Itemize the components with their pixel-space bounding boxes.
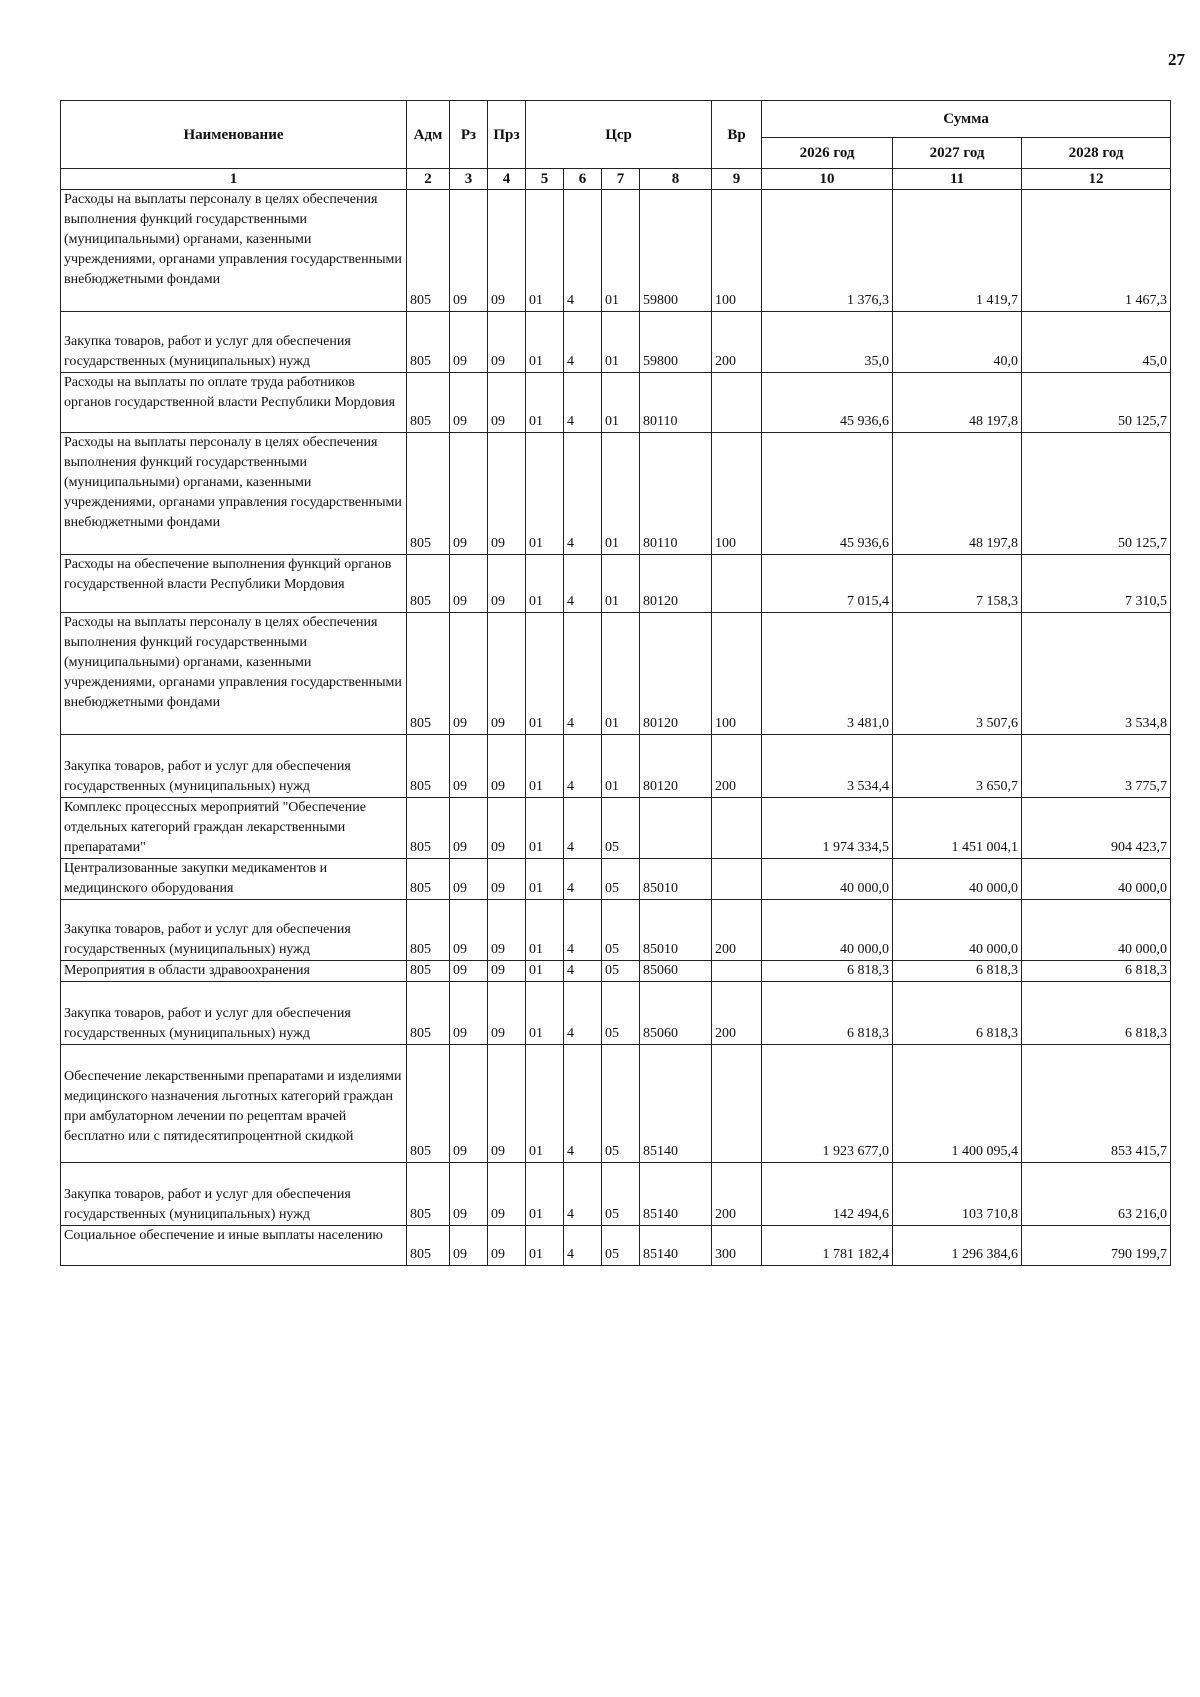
table-row [61, 190, 1171, 312]
col-number: 11 [893, 169, 1022, 190]
row-c7: 01 [602, 312, 640, 373]
row-c7: 01 [602, 613, 640, 735]
row-c5: 01 [526, 798, 564, 859]
row-c6: 4 [564, 961, 602, 982]
row-c5: 01 [526, 1163, 564, 1226]
row-c7: 01 [602, 735, 640, 798]
row-c8: 59800 [640, 312, 712, 373]
row-c8: 80120 [640, 735, 712, 798]
row-sum-2026: 6 818,3 [762, 961, 893, 982]
row-name: Расходы на выплаты по оплате труда работников органов государственной власти Республики Мордовия [61, 373, 407, 433]
row-vr: 100 [712, 433, 762, 555]
row-c5: 01 [526, 735, 564, 798]
row-vr: 300 [712, 1226, 762, 1266]
row-c5: 01 [526, 373, 564, 433]
row-vr: 200 [712, 1163, 762, 1226]
col-number: 8 [640, 169, 712, 190]
row-c8: 80110 [640, 433, 712, 555]
row-c6: 4 [564, 798, 602, 859]
row-name: Закупка товаров, работ и услуг для обеспечения государственных (муниципальных) нужд [61, 735, 407, 798]
row-sum-2027: 40 000,0 [893, 900, 1022, 961]
row-prz: 09 [488, 900, 526, 961]
row-vr [712, 961, 762, 982]
row-prz: 09 [488, 798, 526, 859]
row-adm: 805 [407, 613, 450, 735]
row-adm: 805 [407, 798, 450, 859]
row-c5: 01 [526, 433, 564, 555]
row-rz: 09 [450, 982, 488, 1045]
row-prz: 09 [488, 555, 526, 613]
row-prz: 09 [488, 735, 526, 798]
row-c6: 4 [564, 859, 602, 900]
row-sum-2028: 6 818,3 [1022, 961, 1171, 982]
row-c8: 80110 [640, 373, 712, 433]
row-sum-2028: 3 534,8 [1022, 613, 1171, 735]
row-rz: 09 [450, 859, 488, 900]
row-sum-2028: 45,0 [1022, 312, 1171, 373]
row-c7: 05 [602, 961, 640, 982]
row-c7: 05 [602, 798, 640, 859]
row-rz: 09 [450, 900, 488, 961]
row-c8: 85140 [640, 1163, 712, 1226]
row-c5: 01 [526, 859, 564, 900]
row-rz: 09 [450, 1163, 488, 1226]
row-adm: 805 [407, 735, 450, 798]
row-name: Социальное обеспечение и иные выплаты населению [61, 1226, 407, 1266]
row-name: Расходы на выплаты персоналу в целях обеспечения выполнения функций государственными (муниципальными) органами, казенными учреждениями, органами управления государственными внебюджетными фондами [61, 190, 407, 312]
row-sum-2028: 40 000,0 [1022, 900, 1171, 961]
row-vr: 100 [712, 613, 762, 735]
row-c5: 01 [526, 961, 564, 982]
row-c6: 4 [564, 613, 602, 735]
row-sum-2026: 1 974 334,5 [762, 798, 893, 859]
row-c8: 85060 [640, 982, 712, 1045]
row-sum-2028: 50 125,7 [1022, 373, 1171, 433]
row-c5: 01 [526, 982, 564, 1045]
row-sum-2027: 40,0 [893, 312, 1022, 373]
row-prz: 09 [488, 373, 526, 433]
row-sum-2027: 6 818,3 [893, 982, 1022, 1045]
row-sum-2028: 63 216,0 [1022, 1163, 1171, 1226]
row-c7: 01 [602, 433, 640, 555]
row-c7: 01 [602, 190, 640, 312]
row-name: Закупка товаров, работ и услуг для обеспечения государственных (муниципальных) нужд [61, 982, 407, 1045]
row-c6: 4 [564, 1045, 602, 1163]
row-sum-2027: 48 197,8 [893, 373, 1022, 433]
row-sum-2027: 48 197,8 [893, 433, 1022, 555]
row-prz: 09 [488, 859, 526, 900]
row-c6: 4 [564, 312, 602, 373]
table-row [61, 433, 1171, 555]
row-c8: 59800 [640, 190, 712, 312]
row-rz: 09 [450, 613, 488, 735]
row-sum-2026: 142 494,6 [762, 1163, 893, 1226]
row-rz: 09 [450, 555, 488, 613]
row-adm: 805 [407, 190, 450, 312]
column-number-row [61, 169, 1171, 190]
row-c8 [640, 798, 712, 859]
header-year-2027: 2027 год [893, 138, 1022, 169]
row-sum-2026: 3 481,0 [762, 613, 893, 735]
col-number: 9 [712, 169, 762, 190]
row-rz: 09 [450, 190, 488, 312]
table-row [61, 1163, 1171, 1226]
row-adm: 805 [407, 312, 450, 373]
row-c5: 01 [526, 613, 564, 735]
row-adm: 805 [407, 961, 450, 982]
table-body [61, 190, 1171, 1266]
row-c8: 80120 [640, 613, 712, 735]
row-sum-2027: 1 400 095,4 [893, 1045, 1022, 1163]
row-rz: 09 [450, 961, 488, 982]
row-sum-2026: 1 923 677,0 [762, 1045, 893, 1163]
row-vr: 200 [712, 900, 762, 961]
row-c7: 05 [602, 1226, 640, 1266]
row-c5: 01 [526, 1045, 564, 1163]
row-sum-2027: 7 158,3 [893, 555, 1022, 613]
row-adm: 805 [407, 859, 450, 900]
row-sum-2028: 790 199,7 [1022, 1226, 1171, 1266]
row-vr: 200 [712, 982, 762, 1045]
row-c6: 4 [564, 900, 602, 961]
row-name: Обеспечение лекарственными препаратами и изделиями медицинского назначения льготных категорий граждан при амбулаторном лечении по рецептам врачей бесплатно или с пятидесятипроцентной скидкой [61, 1045, 407, 1163]
row-sum-2026: 3 534,4 [762, 735, 893, 798]
row-c6: 4 [564, 555, 602, 613]
header-adm: Адм [407, 101, 450, 169]
row-c6: 4 [564, 982, 602, 1045]
row-sum-2027: 3 507,6 [893, 613, 1022, 735]
col-number: 4 [488, 169, 526, 190]
table-row [61, 859, 1171, 900]
row-c6: 4 [564, 1226, 602, 1266]
row-prz: 09 [488, 433, 526, 555]
row-sum-2026: 40 000,0 [762, 859, 893, 900]
row-c7: 01 [602, 373, 640, 433]
table-row [61, 961, 1171, 982]
row-c5: 01 [526, 312, 564, 373]
row-sum-2026: 7 015,4 [762, 555, 893, 613]
col-number: 1 [61, 169, 407, 190]
row-name: Расходы на обеспечение выполнения функций органов государственной власти Республики Мордовия [61, 555, 407, 613]
row-vr: 200 [712, 735, 762, 798]
row-rz: 09 [450, 735, 488, 798]
table-row [61, 798, 1171, 859]
row-c8: 85060 [640, 961, 712, 982]
row-sum-2028: 7 310,5 [1022, 555, 1171, 613]
table-row [61, 982, 1171, 1045]
row-sum-2026: 40 000,0 [762, 900, 893, 961]
row-sum-2028: 1 467,3 [1022, 190, 1171, 312]
row-prz: 09 [488, 312, 526, 373]
row-prz: 09 [488, 1045, 526, 1163]
row-c7: 05 [602, 1045, 640, 1163]
row-vr: 100 [712, 190, 762, 312]
row-sum-2026: 6 818,3 [762, 982, 893, 1045]
header-vr: Вр [712, 101, 762, 169]
row-c7: 01 [602, 555, 640, 613]
row-c8: 85010 [640, 859, 712, 900]
row-name: Мероприятия в области здравоохранения [61, 961, 407, 982]
row-name: Расходы на выплаты персоналу в целях обеспечения выполнения функций государственными (муниципальными) органами, казенными учреждениями, органами управления государственными внебюджетными фондами [61, 613, 407, 735]
row-c8: 85140 [640, 1045, 712, 1163]
header-csr: Цср [526, 101, 712, 169]
row-sum-2028: 50 125,7 [1022, 433, 1171, 555]
header-rz: Рз [450, 101, 488, 169]
table-row [61, 555, 1171, 613]
row-c8: 80120 [640, 555, 712, 613]
row-c7: 05 [602, 1163, 640, 1226]
row-adm: 805 [407, 982, 450, 1045]
header-prz: Прз [488, 101, 526, 169]
header-year-2026: 2026 год [762, 138, 893, 169]
row-sum-2027: 40 000,0 [893, 859, 1022, 900]
col-number: 3 [450, 169, 488, 190]
row-c6: 4 [564, 735, 602, 798]
row-sum-2028: 6 818,3 [1022, 982, 1171, 1045]
row-sum-2027: 1 419,7 [893, 190, 1022, 312]
row-c6: 4 [564, 433, 602, 555]
row-sum-2026: 1 781 182,4 [762, 1226, 893, 1266]
row-c5: 01 [526, 555, 564, 613]
col-number: 2 [407, 169, 450, 190]
row-c7: 05 [602, 859, 640, 900]
row-rz: 09 [450, 1045, 488, 1163]
row-c7: 05 [602, 982, 640, 1045]
row-adm: 805 [407, 555, 450, 613]
col-number: 10 [762, 169, 893, 190]
row-adm: 805 [407, 433, 450, 555]
row-adm: 805 [407, 1045, 450, 1163]
table-row [61, 373, 1171, 433]
row-sum-2027: 1 451 004,1 [893, 798, 1022, 859]
row-rz: 09 [450, 433, 488, 555]
row-c8: 85140 [640, 1226, 712, 1266]
row-sum-2027: 103 710,8 [893, 1163, 1022, 1226]
row-sum-2027: 6 818,3 [893, 961, 1022, 982]
row-vr [712, 373, 762, 433]
row-c5: 01 [526, 900, 564, 961]
table-row [61, 900, 1171, 961]
row-c5: 01 [526, 1226, 564, 1266]
row-sum-2027: 3 650,7 [893, 735, 1022, 798]
row-prz: 09 [488, 190, 526, 312]
table-row [61, 1045, 1171, 1163]
row-adm: 805 [407, 900, 450, 961]
row-prz: 09 [488, 613, 526, 735]
row-c6: 4 [564, 373, 602, 433]
row-sum-2028: 904 423,7 [1022, 798, 1171, 859]
row-sum-2026: 45 936,6 [762, 373, 893, 433]
row-vr [712, 555, 762, 613]
budget-table [60, 100, 1171, 1266]
row-sum-2026: 35,0 [762, 312, 893, 373]
row-c5: 01 [526, 190, 564, 312]
row-adm: 805 [407, 1226, 450, 1266]
row-sum-2028: 853 415,7 [1022, 1045, 1171, 1163]
col-number: 7 [602, 169, 640, 190]
row-name: Закупка товаров, работ и услуг для обеспечения государственных (муниципальных) нужд [61, 312, 407, 373]
page-number: 27 [1168, 50, 1185, 69]
table-row [61, 1226, 1171, 1266]
table-row [61, 613, 1171, 735]
header-sum: Сумма [762, 101, 1171, 138]
row-rz: 09 [450, 1226, 488, 1266]
row-sum-2026: 1 376,3 [762, 190, 893, 312]
row-c6: 4 [564, 1163, 602, 1226]
row-name: Комплекс процессных мероприятий "Обеспечение отдельных категорий граждан лекарственными препаратами" [61, 798, 407, 859]
row-sum-2028: 40 000,0 [1022, 859, 1171, 900]
row-rz: 09 [450, 373, 488, 433]
row-sum-2027: 1 296 384,6 [893, 1226, 1022, 1266]
row-c7: 05 [602, 900, 640, 961]
row-c6: 4 [564, 190, 602, 312]
row-name: Закупка товаров, работ и услуг для обеспечения государственных (муниципальных) нужд [61, 900, 407, 961]
row-sum-2026: 45 936,6 [762, 433, 893, 555]
col-number: 5 [526, 169, 564, 190]
table-row [61, 312, 1171, 373]
row-prz: 09 [488, 982, 526, 1045]
row-name: Закупка товаров, работ и услуг для обеспечения государственных (муниципальных) нужд [61, 1163, 407, 1226]
row-sum-2028: 3 775,7 [1022, 735, 1171, 798]
header-name: Наименование [61, 101, 407, 169]
row-vr [712, 1045, 762, 1163]
table-row [61, 735, 1171, 798]
row-name: Централизованные закупки медикаментов и медицинского оборудования [61, 859, 407, 900]
row-vr: 200 [712, 312, 762, 373]
row-c8: 85010 [640, 900, 712, 961]
row-rz: 09 [450, 312, 488, 373]
row-prz: 09 [488, 1226, 526, 1266]
col-number: 12 [1022, 169, 1171, 190]
row-rz: 09 [450, 798, 488, 859]
row-adm: 805 [407, 1163, 450, 1226]
header-year-2028: 2028 год [1022, 138, 1171, 169]
row-prz: 09 [488, 1163, 526, 1226]
row-adm: 805 [407, 373, 450, 433]
row-vr [712, 859, 762, 900]
row-name: Расходы на выплаты персоналу в целях обеспечения выполнения функций государственными (муниципальными) органами, казенными учреждениями, органами управления государственными внебюджетными фондами [61, 433, 407, 555]
row-prz: 09 [488, 961, 526, 982]
row-vr [712, 798, 762, 859]
col-number: 6 [564, 169, 602, 190]
